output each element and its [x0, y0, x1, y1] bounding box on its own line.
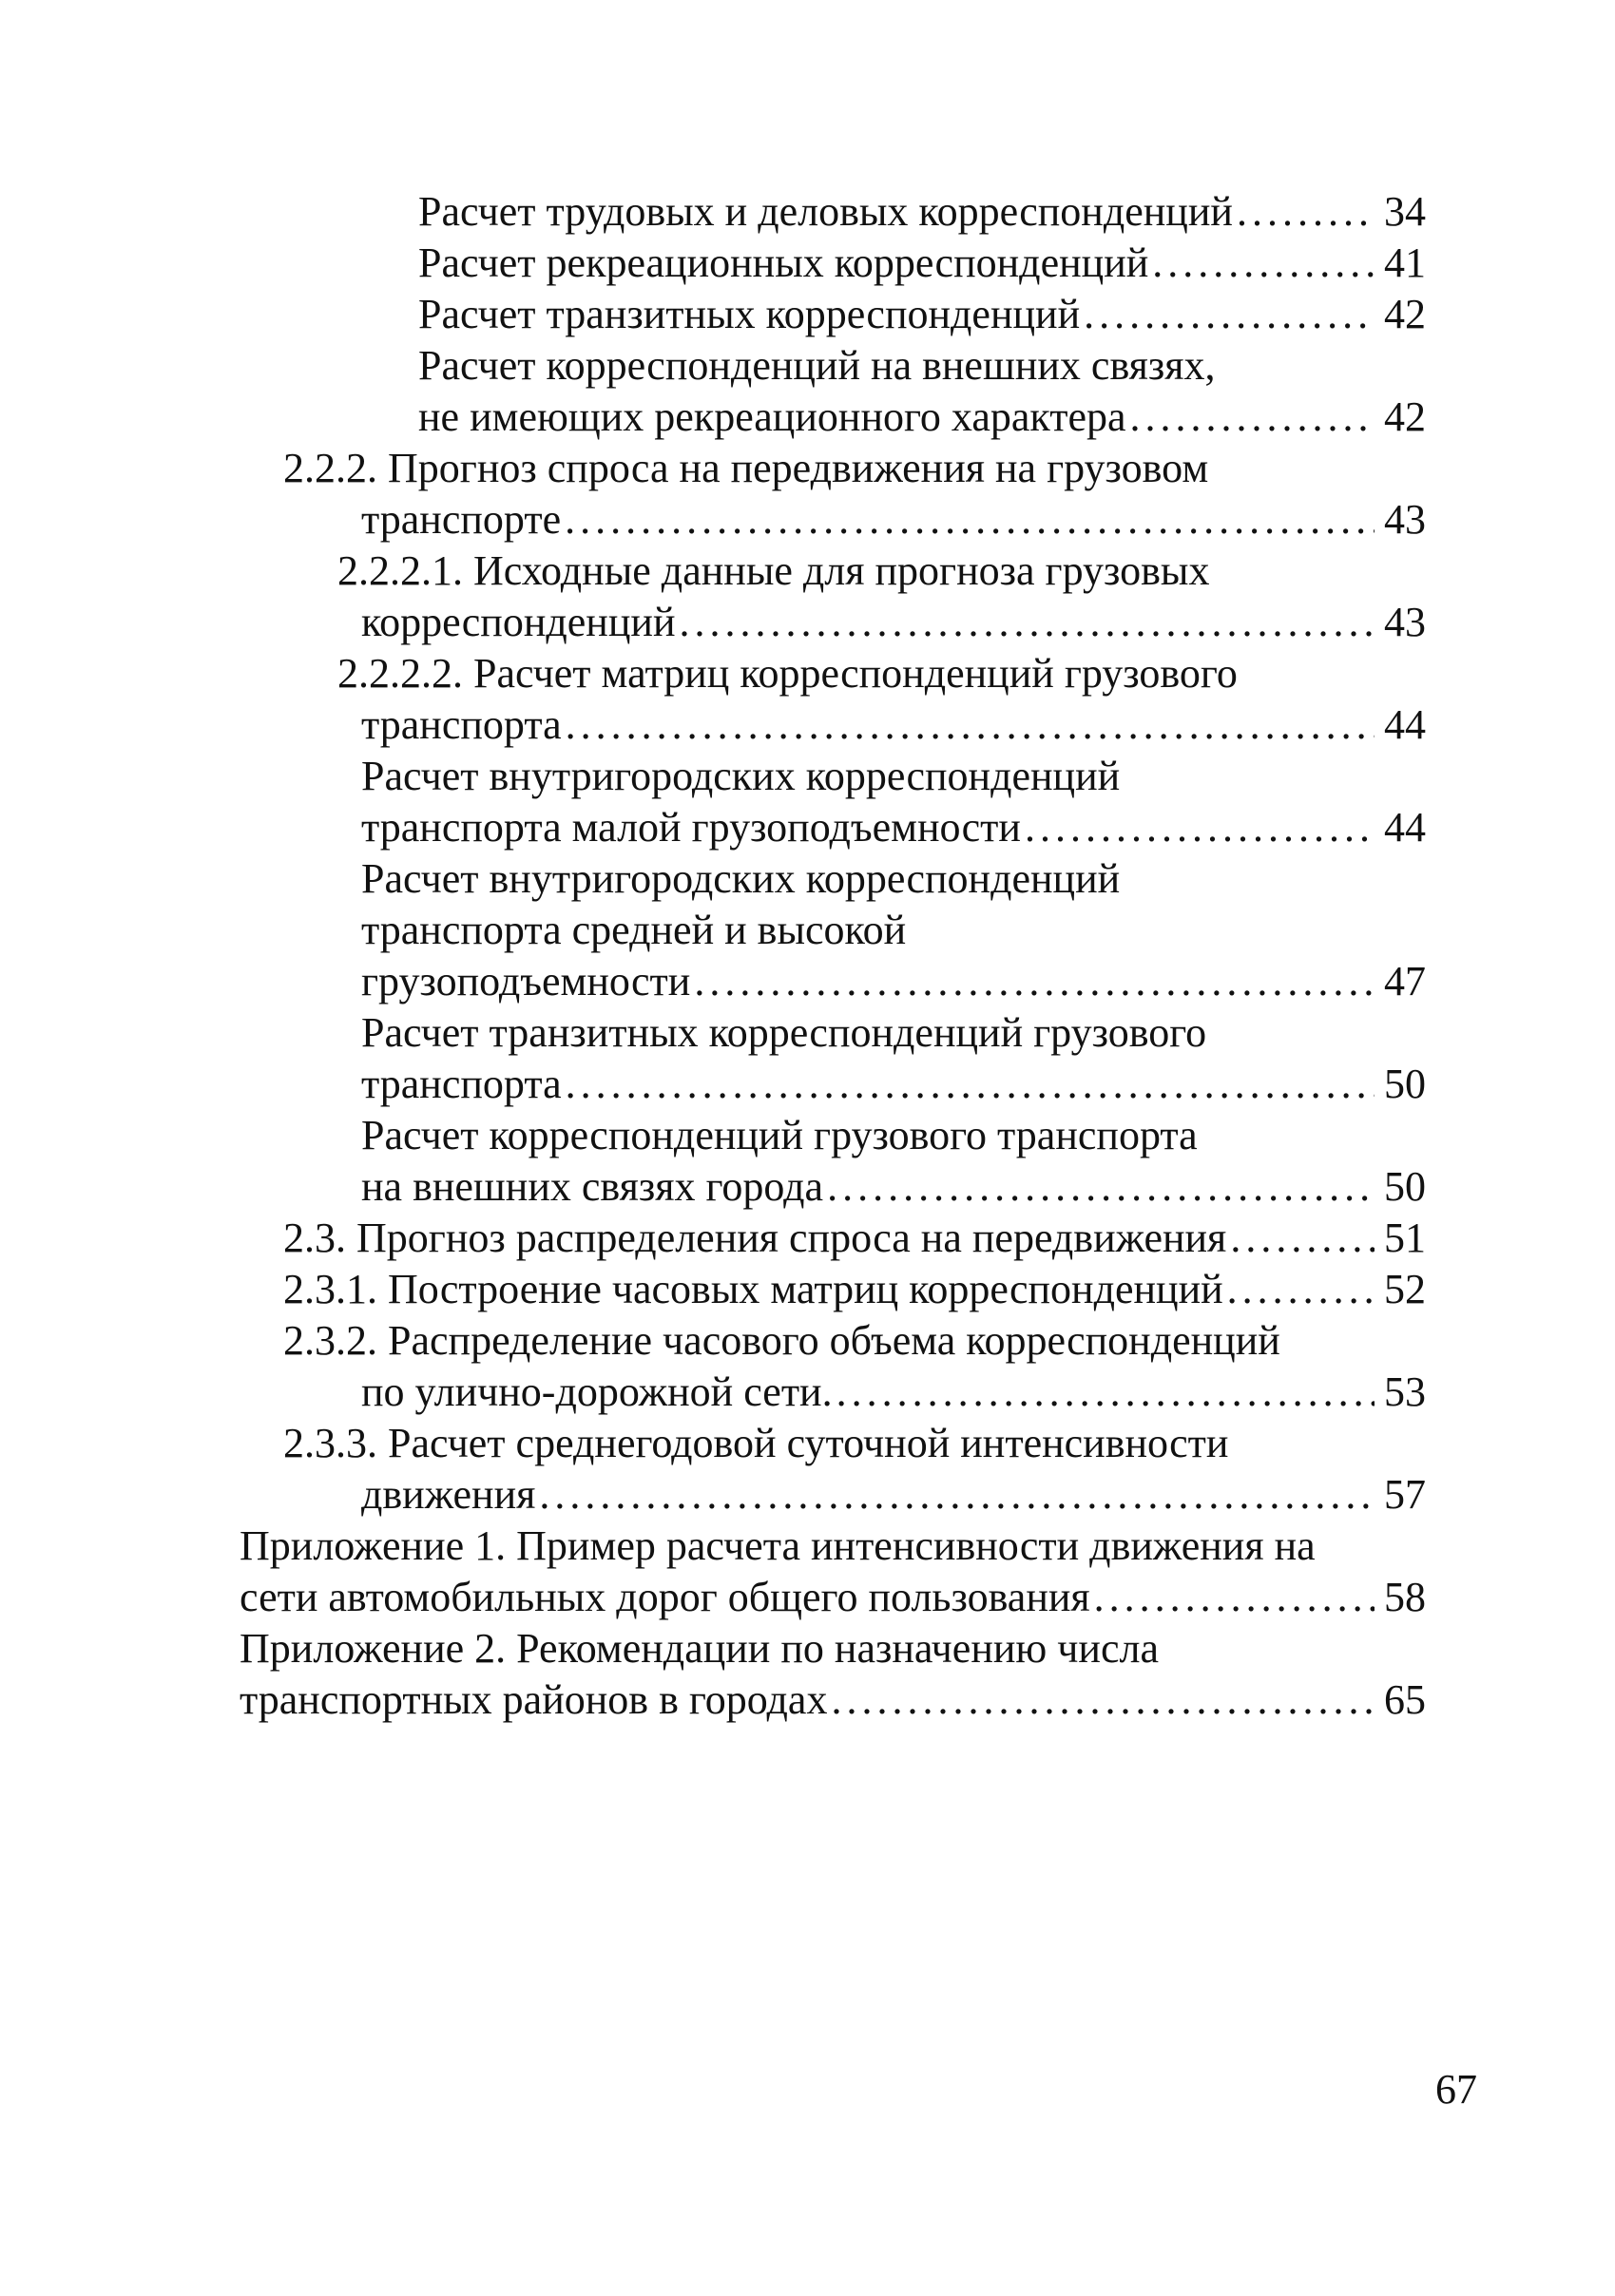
dot-leader — [827, 1161, 1375, 1213]
dot-leader — [680, 597, 1375, 648]
toc-entry-title: 2.2.2.2. Расчет матриц корреспонденций грузового — [337, 650, 1238, 697]
table-of-contents — [0, 186, 1615, 1726]
dot-leader — [694, 956, 1375, 1007]
toc-entry[interactable] — [0, 340, 1615, 443]
dot-leader — [1237, 186, 1375, 238]
toc-entry[interactable] — [0, 1213, 1615, 1264]
toc-entry[interactable] — [0, 1418, 1615, 1521]
toc-entry-title: 2.2.2. Прогноз спроса на передвижения на грузовом — [283, 445, 1209, 491]
toc-entry-title: Приложение 2. Рекомендации по назначению числа — [240, 1625, 1159, 1672]
toc-entry-title: Расчет рекреационных корреспонденций — [418, 239, 1149, 286]
dot-leader — [1084, 289, 1375, 340]
toc-page-number: 58 — [1384, 1574, 1426, 1620]
toc-page-number: 51 — [1384, 1215, 1426, 1261]
toc-entry[interactable] — [0, 186, 1615, 238]
dot-leader — [1130, 392, 1375, 443]
toc-entry-title: грузоподъемности — [361, 958, 691, 1004]
toc-entry-title: 2.3. Прогноз распределения спроса на передвижения — [283, 1215, 1227, 1261]
toc-entry-title: Расчет корреспонденций на внешних связях, — [418, 342, 1216, 389]
toc-page-number: 43 — [1384, 599, 1426, 645]
page-number: 67 — [1435, 2066, 1477, 2113]
dot-leader — [1227, 1264, 1375, 1315]
dot-leader — [836, 1367, 1375, 1418]
toc-entry[interactable] — [0, 751, 1615, 853]
toc-page-number: 44 — [1384, 701, 1426, 748]
toc-page-number: 52 — [1384, 1266, 1426, 1312]
dot-leader — [1152, 238, 1375, 289]
toc-entry-title: 2.3.1. Построение часовых матриц корреспонденций — [283, 1266, 1223, 1312]
toc-entry-title: сети автомобильных дорог общего пользования — [240, 1574, 1090, 1620]
toc-page-number: 34 — [1384, 188, 1426, 235]
toc-entry-title: корреспонденций — [361, 599, 676, 645]
toc-entry[interactable] — [0, 289, 1615, 340]
toc-entry[interactable] — [0, 1007, 1615, 1110]
dot-leader — [565, 494, 1375, 545]
toc-entry[interactable] — [0, 1315, 1615, 1418]
dot-leader — [539, 1469, 1375, 1521]
toc-entry-title: движения — [361, 1471, 536, 1518]
toc-entry[interactable] — [0, 238, 1615, 289]
toc-entry-title: 2.3.2. Распределение часового объема корреспонденций — [283, 1317, 1280, 1364]
toc-entry-title: транспорте — [361, 496, 562, 543]
toc-entry-title: транспорта средней и высокой — [361, 907, 907, 953]
dot-leader — [566, 1059, 1375, 1110]
toc-entry[interactable] — [0, 443, 1615, 545]
toc-entry-title: Расчет транзитных корреспонденций — [418, 291, 1081, 337]
toc-entry[interactable] — [0, 648, 1615, 751]
dot-leader — [1025, 802, 1375, 853]
toc-page-number: 42 — [1384, 291, 1426, 337]
toc-page-number: 50 — [1384, 1061, 1426, 1107]
toc-entry[interactable] — [0, 853, 1615, 1007]
toc-entry-title: транспорта малой грузоподъемности — [361, 804, 1021, 851]
toc-entry[interactable] — [0, 1264, 1615, 1315]
toc-page-number: 50 — [1384, 1163, 1426, 1210]
toc-entry-title: Расчет корреспонденций грузового транспорта — [361, 1112, 1198, 1158]
toc-page-number: 42 — [1384, 393, 1426, 440]
toc-entry-title: по улично-дорожной сети. — [361, 1368, 833, 1415]
toc-entry[interactable] — [0, 1623, 1615, 1726]
toc-page-number: 57 — [1384, 1471, 1426, 1518]
toc-entry-title: не имеющих рекреационного характера — [418, 393, 1126, 440]
toc-entry[interactable] — [0, 1110, 1615, 1213]
toc-entry-title: транспортных районов в городах — [240, 1676, 828, 1723]
toc-page-number: 43 — [1384, 496, 1426, 543]
toc-entry[interactable] — [0, 545, 1615, 648]
toc-page-number: 65 — [1384, 1676, 1426, 1723]
dot-leader — [1230, 1213, 1375, 1264]
dot-leader — [1094, 1572, 1375, 1623]
toc-entry-title: Расчет трудовых и деловых корреспонденций — [418, 188, 1233, 235]
toc-page-number: 41 — [1384, 239, 1426, 286]
toc-entry-title: Расчет внутригородских корреспонденций — [361, 753, 1121, 799]
toc-entry-title: Приложение 1. Пример расчета интенсивности движения на — [240, 1522, 1316, 1569]
toc-entry-title: 2.2.2.1. Исходные данные для прогноза грузовых — [337, 547, 1210, 594]
toc-entry-title: 2.3.3. Расчет среднегодовой суточной интенсивности — [283, 1420, 1229, 1466]
toc-entry-title: транспорта — [361, 701, 562, 748]
toc-entry-title: Расчет транзитных корреспонденций грузового — [361, 1009, 1207, 1056]
toc-page-number: 47 — [1384, 958, 1426, 1004]
toc-entry[interactable] — [0, 1521, 1615, 1623]
toc-entry-title: на внешних связях города — [361, 1163, 824, 1210]
toc-entry-title: Расчет внутригородских корреспонденций — [361, 855, 1121, 902]
dot-leader — [566, 699, 1375, 751]
toc-entry-title: транспорта — [361, 1061, 562, 1107]
toc-page-number: 44 — [1384, 804, 1426, 851]
toc-page-number: 53 — [1384, 1368, 1426, 1415]
dot-leader — [831, 1674, 1375, 1726]
